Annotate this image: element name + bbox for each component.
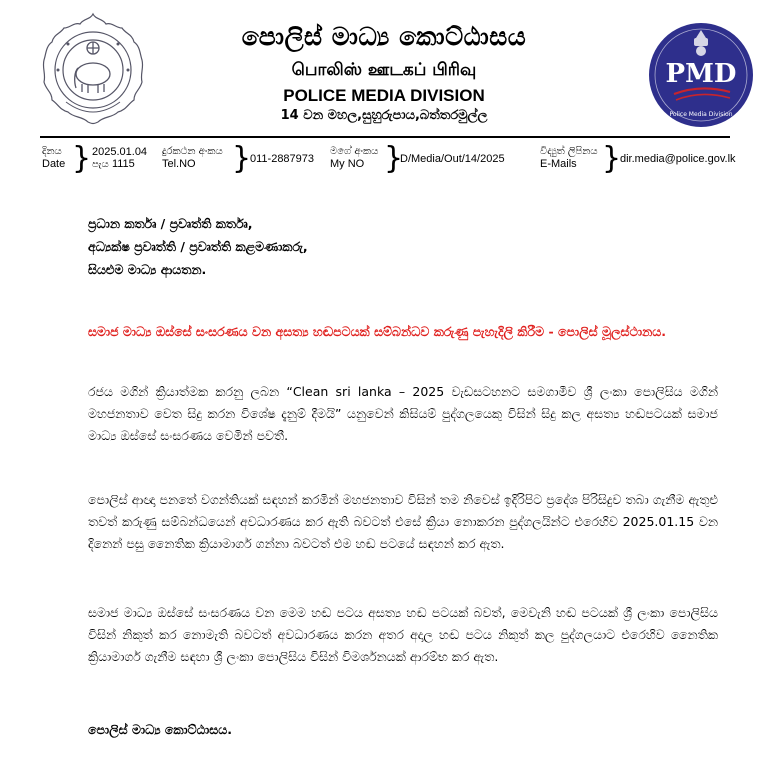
addressee-line: සියළුම මාධ්‍ය ආයතන. xyxy=(88,262,207,277)
email-value: dir.media@police.gov.lk xyxy=(620,153,736,165)
date-label xyxy=(42,146,65,170)
time-label: පැය xyxy=(92,159,109,170)
header-title-sinhala: පොලිස් මාධ්‍ය කොට්ඨාසය xyxy=(241,22,527,51)
my-no-label-en: My NO xyxy=(330,158,365,170)
email-label-si: විද්‍යුත් ලිපිනය xyxy=(540,146,598,157)
subject-line: සමාජ මාධ්‍ය ඔස්සේ සංසරණය වන අසත්‍ය හඬපටයක් සම්බන්ධව කරුණු පැහැදිලි කිරීම - පොලිස් මූලස්ථානය. xyxy=(88,324,666,339)
my-no-value: D/Media/Out/14/2025 xyxy=(400,153,505,165)
tel-label xyxy=(162,146,223,170)
addressee-line: අධ්‍යක්ෂ ප්‍රවෘත්ති / ප්‍රවෘත්ති කළමණාකරු, xyxy=(88,239,308,254)
addressee-block xyxy=(88,212,308,281)
body-paragraph-1: රජය මගින් ක්‍රියාත්මක කරනු ලබන “Clean sri lanka – 2025 වැඩසටහනට සමගාමීව ශ්‍රී ලංකා පොලිසිය මගින් මහජනතාව වෙත සිදු කරන විශේෂ දැනුම් දීමයි” යනුවෙන් කිසියම් පුද්ගලයෙකු විසින් සිදු කල අසත්‍ය හඬපටයක් සමාජ මාධ්‍ය ඔස්සේ සංසරණය වෙමින් පවතී. xyxy=(88,384,718,443)
signature: පොලිස් මාධ්‍ය කොට්ඨාසය. xyxy=(88,722,232,737)
brace-2: } xyxy=(232,141,252,176)
brace-4: } xyxy=(602,141,622,176)
date-label-si: දිනය xyxy=(42,146,62,157)
brace-3: } xyxy=(384,141,404,176)
addressee-line: ප්‍රධාන කර්තෘ / ප්‍රවෘත්ති කර්තෘ, xyxy=(88,216,253,231)
tel-label-en: Tel.NO xyxy=(162,158,196,170)
date-value: 2025.01.04 xyxy=(92,146,148,158)
date-label-en: Date xyxy=(42,158,66,170)
header-address: 14 වන මහල,සුහුරුපාය,බත්තරමුල්ල xyxy=(280,108,488,123)
brace-1: } xyxy=(72,141,92,176)
time-value: 1115 xyxy=(111,158,135,170)
my-no-label-si: මගේ අංකය xyxy=(330,146,379,157)
pmd-logo-ring-text: Police Media Division xyxy=(669,111,733,118)
email-label-en: E-Mails xyxy=(540,158,577,170)
header-divider xyxy=(40,136,730,138)
tel-value: 011-2887973 xyxy=(250,153,315,165)
pmd-logo-text: PMD xyxy=(665,59,737,89)
date-value-block xyxy=(92,146,147,171)
body-paragraph-2: පොලිස් ආඥා පනතේ වගන්තියක් සඳහන් කරමින් මහජනතාව විසින් තම නිවෙස් ඉදිරිපිට ප්‍රදේශ පිරිසිදුව තබා ගැනීම ඇතුළු තවත් කරුණු සම්බන්ධයෙන් අවධාරණය කර ඇති බවටත් එසේ ක්‍රියා නොකරන පුද්ගලයින්ට එරෙහිව 2025.01.15 වන දිනෙන් පසු නෛතික ක්‍රියාමාර්ග ගන්නා බවටත් එම හඬ පටයේ සඳහන් කර ඇත. xyxy=(88,492,718,551)
body-paragraph-3: සමාජ මාධ්‍ය ඔස්සේ සංසරණය වන මෙම හඬ පටය අසත්‍ය හඬ පටයක් බවත්, මෙවැනි හඬ පටයක් ශ්‍රී ලංකා පොලිසිය විසින් නිකුත් කර නොමැති බවටත් අවධාරණය කරන අතර අදාල හඬ පටය නිකුත් කල පුද්ගලයාට එරෙහිව නෛතික ක්‍රියාමාර්ග ගැනීම සඳහා ශ්‍රී ලංකා පොලිසිය විසින් විමර්ශනයක් ආරම්භ කර ඇත. xyxy=(88,605,718,664)
my-no-label xyxy=(330,146,378,170)
header-title-tamil: பொலிஸ் ஊடகப் பிரிவு xyxy=(291,60,477,80)
email-label xyxy=(540,146,598,170)
header-title-english: POLICE MEDIA DIVISION xyxy=(283,86,485,105)
tel-label-si: දුරකථන අංකය xyxy=(162,146,223,157)
